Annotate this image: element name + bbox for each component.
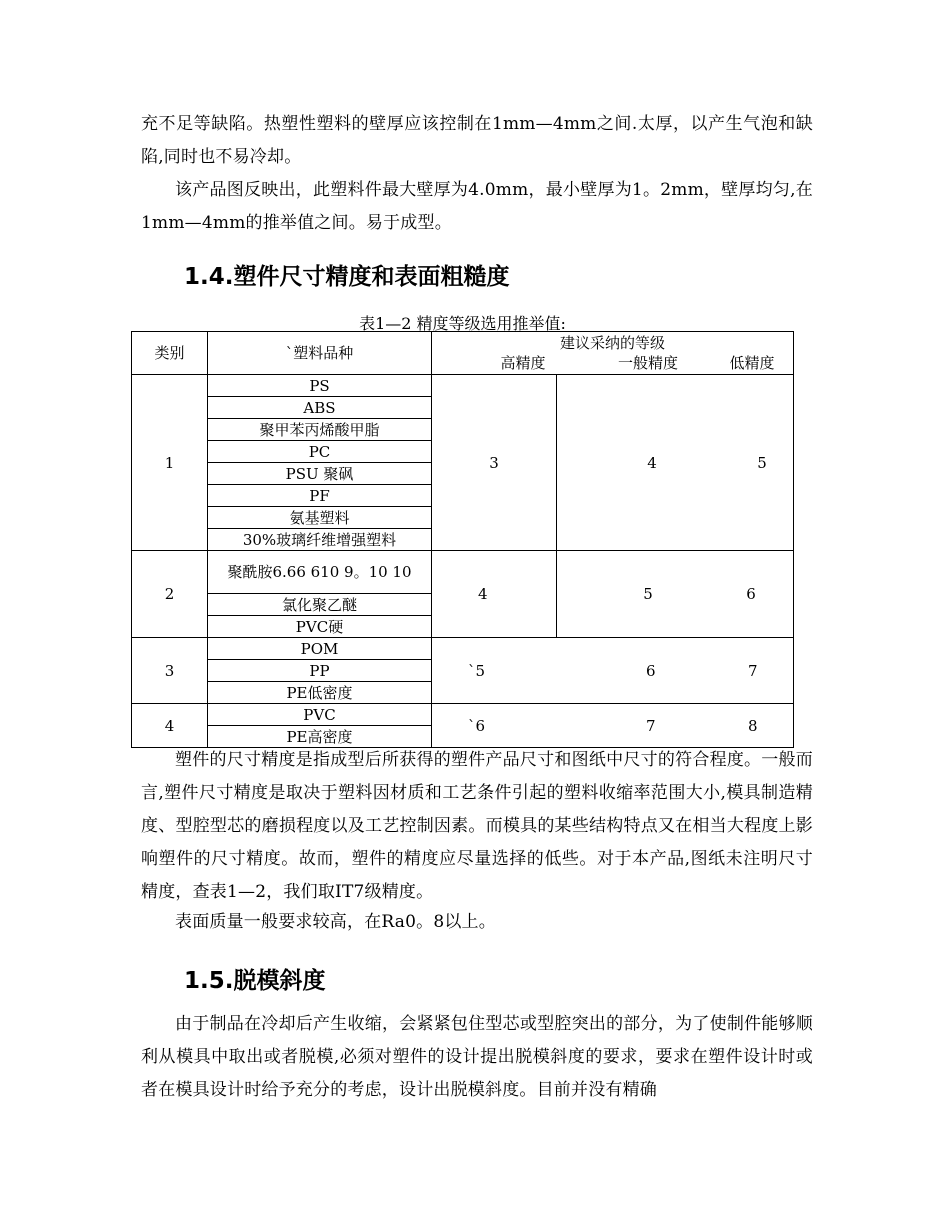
paragraph-draft-angle: 由于制品在冷却后产生收缩，会紧紧包住型芯或型腔突出的部分，为了使制件能够顺利从模具中取出或者脱模,必须对塑件的设计提出脱模斜度的要求，要求在塑件设计时或者在模具设计时给予充分的考虑，设计出脱模斜度。目前并没有精确 — [141, 1014, 813, 1100]
grade-general: 4 — [647, 453, 657, 472]
material-cell: 聚酰胺6.66 610 9。10 10 — [208, 551, 432, 594]
grade-low: 5 — [757, 453, 767, 472]
grade-high-cell: 3 — [432, 375, 557, 551]
paragraph-wall-thickness: 充不足等缺陷。热塑性塑料的壁厚应该控制在1mm—4mm之间.太厚，以产生气泡和缺陷,同时也不易冷却。 — [141, 114, 813, 167]
category-cell: 3 — [132, 638, 208, 704]
material-cell: PE高密度 — [208, 726, 432, 748]
material-cell: PC — [208, 441, 432, 463]
section-heading-1-5: 1.5.脱模斜度 — [184, 968, 326, 994]
material-cell: 氨基塑料 — [208, 507, 432, 529]
grade-general: 6 — [646, 661, 656, 680]
section-heading-1-4: 1.4.塑件尺寸精度和表面粗糙度 — [184, 264, 510, 290]
grades-cell — [432, 638, 794, 704]
grade-high: `5 — [468, 661, 486, 680]
material-cell: PP — [208, 660, 432, 682]
paragraph-dimension-precision: 塑件的尺寸精度是指成型后所获得的塑件产品尺寸和图纸中尺寸的符合程度。一般而言,塑件尺寸精度是取决于塑料因材质和工艺条件引起的塑料收缩率范围大小,模具制造精度、型腔型芯的磨损程度以及工艺控制因素。而模具的某些结构特点又在相当大程度上影响塑件的尺寸精度。故而，塑件的精度应尽量选择的低些。对于本产品,图纸未注明尺寸精度，查表1—2，我们取IT7级精度。 — [141, 750, 813, 902]
grade-low: 6 — [746, 585, 756, 603]
grade-low: 7 — [748, 661, 758, 680]
category-cell: 2 — [132, 551, 208, 638]
table-caption: 表1—2 精度等级选用推举值: — [359, 314, 566, 333]
material-cell: POM — [208, 638, 432, 660]
grade-other-cell — [557, 375, 794, 551]
category-cell: 4 — [132, 704, 208, 748]
precision-grade-table — [131, 331, 794, 748]
header-category: 类别 — [132, 332, 208, 375]
grade-general: 7 — [646, 716, 656, 735]
material-cell: ABS — [208, 397, 432, 419]
table-row — [132, 551, 794, 594]
grade-low: 8 — [748, 716, 758, 735]
paragraph-surface-quality: 表面质量一般要求较高，在Ra0。8以上。 — [175, 912, 496, 932]
category-cell: 1 — [132, 375, 208, 551]
material-cell: PSU 聚砜 — [208, 463, 432, 485]
header-high: 高精度 — [500, 354, 546, 372]
grade-general: 5 — [643, 585, 653, 603]
table-row — [132, 375, 794, 397]
table-row — [132, 704, 794, 726]
material-cell: 聚甲苯丙烯酸甲脂 — [208, 419, 432, 441]
header-material: `塑料品种 — [208, 332, 432, 375]
header-recommend — [432, 332, 794, 375]
header-recommend-label: 建议采纳的等级 — [559, 334, 665, 352]
grade-high-cell: 4 — [432, 551, 557, 638]
material-cell: PVC — [208, 704, 432, 726]
material-cell: 氯化聚乙醚 — [208, 594, 432, 616]
header-low: 低精度 — [729, 354, 775, 372]
paragraph-product-thickness: 该产品图反映出，此塑料件最大壁厚为4.0mm，最小壁厚为1。2mm，壁厚均匀,在1mm—4mm的推举值之间。易于成型。 — [141, 180, 813, 233]
grade-other-cell — [557, 551, 794, 638]
material-cell: PVC硬 — [208, 616, 432, 638]
header-general: 一般精度 — [617, 354, 678, 372]
material-cell: PE低密度 — [208, 682, 432, 704]
table-header-row — [132, 332, 794, 375]
grade-high: `6 — [468, 716, 486, 735]
material-cell: 30%玻璃纤维增强塑料 — [208, 529, 432, 551]
material-cell: PF — [208, 485, 432, 507]
material-cell: PS — [208, 375, 432, 397]
table-row — [132, 638, 794, 660]
grades-cell — [432, 704, 794, 748]
